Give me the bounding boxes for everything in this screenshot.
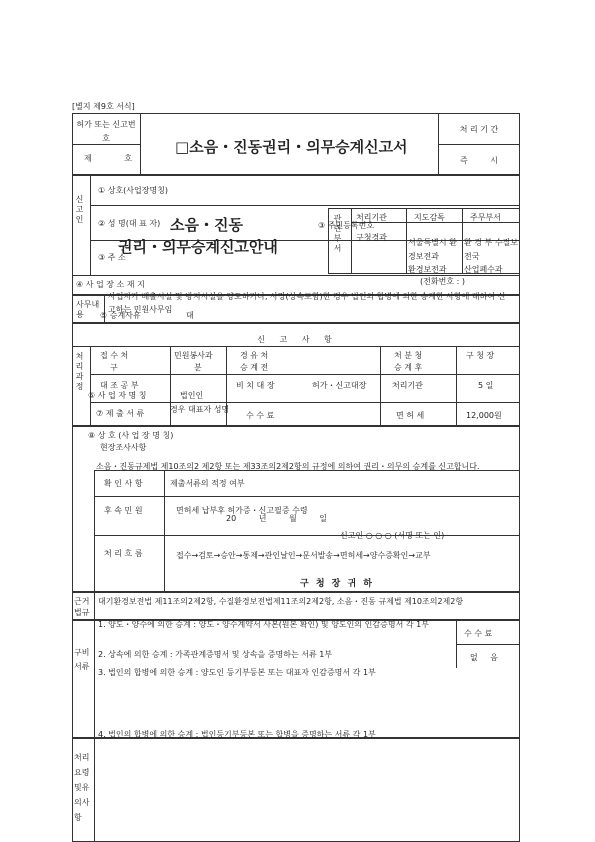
sub-value-1: 환경보전과 <box>408 265 447 274</box>
doc-item-4: 4. 법인의 합병에 의한 승계 : 법인등기부등본 또는 합병을 증명하는 서류 각 1부 <box>98 730 376 739</box>
agency-header: 처리기관 <box>356 213 387 222</box>
address-field: ③ 주 소 <box>98 253 126 262</box>
processing-days: 5 일 <box>478 381 494 390</box>
col-civil-service-sub: 분 <box>194 363 202 372</box>
docs-block <box>72 620 520 738</box>
followup-value: 면허세 납부후 허가증・신고필증 수령 <box>176 506 308 515</box>
col-civil-service: 민원봉사과 <box>174 351 213 360</box>
recipient: 구 청 장 귀 하 <box>300 579 375 589</box>
resident-number-field: ③ 주민등록번호 <box>318 221 375 230</box>
col-disposer-sub: 승 계 후 <box>394 363 423 372</box>
article-text: 소음・진동규제법 제10조의2 제2항 또는 제33조의2제2항의 규정에 의하여 권리・의무의 승계를 신고합니다. <box>96 462 480 471</box>
processing-period-label: 처 리 기 간 <box>459 125 499 134</box>
agency-value: 구청경과 <box>356 233 387 242</box>
col-disposer: 처 분 청 <box>394 351 423 360</box>
docs-label: 구비서류 <box>74 648 90 671</box>
phone-number: (전화번호 : ) <box>420 277 465 286</box>
permit-number-label: 허가 또는 신고번호 <box>76 120 136 143</box>
fee-label-top: 수 수 료 <box>246 411 275 420</box>
col-via-sub: 승 계 전 <box>240 363 269 372</box>
doc-item-1: 1. 양도・양수에 의한 승계 : 양도・양수계약서 사본(원본 확인) 및 양도인의 인감증명서 각 1부 <box>98 620 429 629</box>
succession-reason-value: 대 <box>186 311 194 320</box>
check-value: 제출서류의 적정 여부 <box>170 479 245 488</box>
overlay-title-line1: 소음・진동 <box>170 216 243 234</box>
dept-header: 주무부서 <box>470 213 501 222</box>
purpose-label: 사무내용 <box>76 300 100 319</box>
trade-name-item: ⑧ 상 호 (사 업 장 명 칭) <box>88 431 174 440</box>
corporation-note: 법인인 <box>180 391 204 400</box>
followup-label: 후 속 민 원 <box>104 506 143 515</box>
doc-item-3: 3. 법인의 합병에 의한 승계 : 양도인 등기부등본 또는 대표자 인감증명서 각 1부 <box>98 668 376 677</box>
supervise-value: 서울특별시 환경보전과 <box>408 238 457 261</box>
reception-ledger: 대 조 공 부 <box>100 381 139 390</box>
date-line: 20 년 월 일 <box>226 514 327 523</box>
notes-label: 처리요령및유의사항 <box>74 753 90 822</box>
notes-block <box>72 738 520 842</box>
processing-period-value: 즉 시 <box>460 156 498 165</box>
field-check-label: 현장조사사항 <box>100 443 147 452</box>
representative-name-field: ② 성 명(대 표 자) <box>98 219 161 228</box>
doc-item-2: 2. 상속에 의한 승계 : 가족관계증명서 및 상속을 증명하는 서류 1부 <box>98 650 333 659</box>
supervise-header: 지도감독 <box>414 213 445 222</box>
succession-reason-label: ⑤ 승계사유 <box>100 311 141 320</box>
page-title: □소음・진동권리・의무승계신고서 <box>175 138 408 156</box>
submitted-docs-item: ⑦ 제 출 서 류 <box>96 409 145 418</box>
check-label: 확 인 사 항 <box>104 479 143 488</box>
col-reception: 접 수 처 <box>100 351 129 360</box>
management-ledger: 비 치 대 장 <box>236 381 275 390</box>
processing-agency: 처리기관 <box>392 381 423 390</box>
col-reception-sub: 구 <box>110 363 118 372</box>
flow-value: 접수→검토→승안→통제→관인날인→문서발송→면허세→양수증확인→교부 <box>176 551 431 560</box>
related-dept-label: 관련부서 <box>333 214 342 254</box>
applicant-side-label: 신고인 <box>75 195 84 225</box>
sub-value-2: 산업폐수과 <box>464 265 503 274</box>
dept-value: 환 경 부 수질보전국 <box>464 238 518 261</box>
trade-name-field: ① 상호(사업장명칭) <box>98 186 169 195</box>
fee-value: 없 음 <box>470 653 498 662</box>
col-district-head: 구 청 장 <box>466 351 495 360</box>
flow-label: 처 리 흐 름 <box>104 549 143 558</box>
license-tax-label: 면 허 세 <box>396 411 425 420</box>
fee-label: 수 수 료 <box>464 629 493 638</box>
law-label: 근거법규 <box>74 597 90 617</box>
process-row-label: 처리과정 <box>75 352 84 392</box>
form-label: [별지 제9호 서식] <box>72 102 135 111</box>
section-title: 신 고 사 항 <box>257 335 338 344</box>
business-name-item: ⑥ 사 업 자 명 칭 <box>88 391 147 400</box>
number-suffix-label: 제 호 <box>84 154 132 163</box>
law-text: 대기환경보전법 제11조의2제2항, 수질환경보전법제11조의2제2항, 소음・진동 규제법 제10조의2제2항 <box>98 597 464 606</box>
office-location-field: ④ 사 업 장 소 재 지 <box>76 280 145 289</box>
representative-note: 경우 대표자 성명 <box>170 405 230 414</box>
license-tax-value: 12,000원 <box>466 411 502 420</box>
purpose-text: 사업자가 배출시설 및 방지시설을 양도하거나, 사망(상속포함)한 경우 법인의 합병에 의한 승계한 사항에 대하여 신고하는 민원사무임 <box>108 292 506 314</box>
col-via: 경 유 처 <box>240 351 269 360</box>
signer-line: 신고인 ○ ○ ○ (서명 또는 인) <box>340 531 445 540</box>
permit-ledger: 허가・신고대장 <box>312 381 367 390</box>
overlay-title-line2: 권리・의무승계신고안내 <box>118 238 278 256</box>
